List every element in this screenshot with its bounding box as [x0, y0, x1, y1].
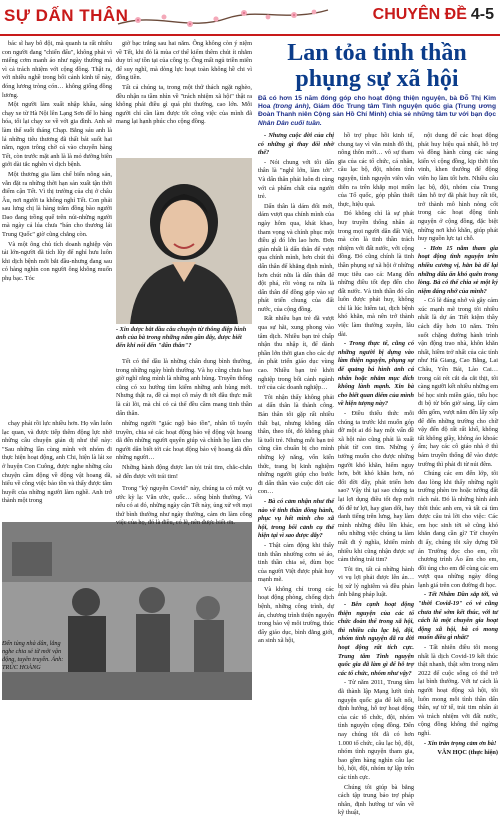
paragraph: Một người làm xuất nhập khẩu, sáng chạy xe từ Hà Nội lên Lạng Sơn để lo hàng hóa, tối lại chạy xe về với gia đình. Anh sẽ làm thế suốt tháng Chạp. Bằng sáu anh là lá những tiêu thương đã thất bát suốt hai năm, ngọn trông chờ cả vào chuyến hàng Tết, còn trước mặt anh là là mỏ đường biên giới dài tắc nghẽn vì dịch bệnh.	[2, 101, 112, 169]
page-header	[0, 0, 500, 40]
question: - Hơn 15 năm tham gia hoạt động tình nguyện trên nhiều cương vị, hẳn bà để lại những dấu ấn khó quên trong lòng. Bà có thể chia sẻ một kỷ niệm đáng nhớ của mình?	[418, 244, 498, 295]
category-label	[373, 6, 494, 24]
paragraph: giờ bạc trắng sau hai năm. Ông không còn ý niệm về Tết, khi đó là mùa cơ thể kiểm thêm chút ít nhằm duy trì sự tồn tại của công ty. Ông mất ngủ triền miên để suy nghĩ, mà dòng lực hoạt toàn không hề chi vì đồng tiền.	[116, 40, 252, 82]
article-lead	[258, 95, 496, 128]
paragraph: Và không chỉ trong các hoạt động phòng, chống dịch bệnh, những công trình, dự án, chương trình thiện nguyện trong bảo vệ môi trường, thúc đẩy giáo dục, bình đẳng giới, an sinh xã hội,	[258, 585, 334, 645]
question: - Bà có cảm nhận như thế nào về tinh thần đồng hành, phục vụ hết mình cho xã hội, trong bối cảnh cụ thể hiện tại vì sao được dãy?	[258, 497, 334, 540]
byline: VÂN HỌC (thực hiện)	[437, 749, 498, 757]
column-3	[258, 132, 334, 704]
paragraph: Một thương gia làm chế biến nông sản, vẫn đặt ra những thời hạn sản xuất tận thời điểm cận Tết. Vì thị trường của chị ở châu Âu, nơi người ta không nghỉ Tết. Con phải sau lưng chị là hàng trăm đồng bào người Dao đang trồng quế trên núi-những người mà ngày cả lúa chưa "bán cho thương lái Trung Quốc" giờ cũng chẳng còn.	[2, 170, 112, 239]
paragraph: Chúng các em đến lớp, tôi đau lòng khi thấy những ngôi trường phèn tre hoặc tường đất rách nát. Đó là những hình ảnh thôi thúc anh em, và tất cả tìm được câu trả lời cho việc: Các em học sinh tời sẽ cũng khó khăn đang cần gì? Từ chuyên đi ấy, chúng tôi xây dựng Đề án Trường đọc cho em, rồi chương trình Áo ấm cho em, đồi ủng cho em để cùng các em vượt qua những ngày đông lạnh giá trên con đường đi học.	[418, 470, 498, 589]
article-title: Lan tỏa tinh thần phụng sự xã hội	[287, 40, 467, 92]
paragraph: - Tất nhiên điều tôi mong nhất là dịch Covid-19 kết thúc thật nhanh, thật sớm trong năm 2022 để cuộc sống có thể trở lại bình thường. Với tư cách là người hoạt động xã hội, tôi luôn mong mỗi tình thần dấn thân, sự tử tế, trải tim nhân ái và trách nhiệm với đất nước, cộng đồng không thể ngừng nghỉ.	[418, 644, 498, 737]
column-2-lower	[116, 420, 252, 480]
paragraph: Tôi tin, tất cả những hành vi vụ lợi phải được lên án… bị xử lý nghiêm và đều phản ánh bằng pháp luật.	[338, 565, 414, 599]
village-meeting-photo	[2, 522, 112, 700]
paragraph: nội dung để các hoạt động phát huy hiệu quả nhất, hỗ trợ và đồng hành cùng các sáng kiến vì cộng đồng, kịp thời tôn vinh, khen thưởng để động viên họ làm tốt hơn. Nhiều câu lạc bộ, đội, nhóm của Trung tâm hỗ trợ đã phát huy rất tốt, trở thành mô hình nòng cốt trong các hoạt động tình nguyện ở cộng đồng, đặc biệt những nơi khó khăn, giúp phát huy nguồn lực tại chỗ.	[418, 132, 498, 243]
lead-publication: Nhân Dân cuối tuần.	[258, 119, 322, 127]
paragraph: hồ trợ phục hồi kinh tế, chung tay vì văn minh đô thị, nông thôn mới… vô sự tham gia của các tổ chức, cá nhân, câu lạc bộ, đội, nhóm tình nguyện, tình nguyện viên vẫn diễn ra trên khắp mọi miền của Tổ quốc, góp phần thiết thực, hiệu quả.	[338, 132, 414, 208]
section-title: SỰ DẤN THÂN	[4, 6, 129, 25]
closing-thanks: - Xin trân trọng cảm ơn bà!	[424, 739, 497, 747]
column-1-lower	[2, 420, 112, 520]
paragraph: Những hành động được lan tỏi trái tim, chắc-chắn sẽ đến được với trái tim!	[116, 463, 252, 480]
village-photo-caption: Đến tủng nhà dân, lắng nghe chia sẻ từ mới vận động, tuyên truyền. Ảnh: TRÚC HOÀNG	[2, 640, 64, 671]
column-2-middle	[116, 358, 252, 418]
paragraph: - Từ năm 2011, Trung tâm đã thành lập Mạng lưới tình nguyện quốc gia để kết nối, định hướng, hỗ trợ hoạt động của các tổ chức, đội, nhóm tình nguyện cộng đồng. Đến nay chúng tôi đã có hơn 1.000 tổ chức, câu lạc bộ, đội, nhóm tình nguyện tham gia, bao gồm hàng nghìn câu lạc bộ, hội, đội, nhóm tự lập trên các tỉnh cực.	[338, 679, 414, 781]
paragraph: - Thật cảm động khi thấy tinh thần nhường cơm sẻ áo, tinh thần chia sẻ, đùm bọc của người Việt được phát huy mạnh mẽ.	[258, 541, 334, 584]
paragraph: Trong "kỷ nguyên Covid" này, chúng ta có một vụ ước kỳ lạ: Vẫn ước, quốc… sống bình thường. Và nếu có ai đó, những ngày cận Tết này, ủng xử với mọi thứ bình thường như ngày thường, cảm ơn làm công việc của họ, đó là điều, có lẽ, nên được biết ơn.	[116, 485, 252, 527]
category-name: CHUYÊN ĐỀ	[372, 6, 467, 23]
paragraph: Chúng tôi giúp bà bằng cách tập trung bảo trợ pháp nhân, định hướng tư vấn về kỹ thuật,	[338, 783, 414, 817]
column-2-bottom	[116, 485, 252, 525]
page-numbers: 4-5	[470, 6, 494, 23]
paragraph: những người "giác ngộ bảo tồn", nhân tố tuyến truyền, chia sẻ các hoạt động bảo vệ động vật hoang dã đến những người quyên giúp và chính họ làm cho người dân biết tới các hoạt động bảo vệ hoang dã đến những người…	[116, 420, 252, 462]
paragraph: Rất nhiều bạn trẻ đã vượt qua sự hãi, xung phong vào tâm dịch. Nhiều bạn trẻ chấp nhận thu nhập ít, để dành phần lớn thời gian cho các dự án phát triển giáo dục vùng cao. Nhiều bạn trẻ khởi nghiệp trong bối cảnh ngành trở của các doanh nghiệp…	[258, 315, 334, 392]
lead-role: (trong ảnh)	[273, 103, 309, 111]
question: - Nhưng cuộc đời của chị có những gì thay đổi nhờ thế?	[258, 132, 334, 157]
paragraph: Và một ông chủ tích doanh nghiệp vận tải lớn-người đã tích lũy để nghỉ hưu luôn khi dịch bệnh mới bắt đầu-nhưng đang sau có hàng nghìn con người ông không muốn phụ bạc. Tóc	[2, 240, 112, 283]
question: - Bên cạnh hoạt động thiện nguyện của các tổ chức đoàn thể trong xã hội, thì nhiều câu lạc bộ, đội, nhóm tình nguyện đã ra đời hoạt động rất tích cực. Trung tâm Tình nguyện quốc gia đã làm gì để hỗ trợ các tổ chức, nhóm như vậy?	[338, 601, 414, 677]
paragraph: - Điều thiếu thức mỗi chúng ta trước khi muốn góp đỡ một ai đó hay một vấn đề xã hội nào cũng phải là xuất phát từ con tim. Những ý tưởng muốn cho được những người khó khăn, hiểm nguy hơn, bớt khó khăn hơn, nó đổi đời đây, phát triển hơn sao? Vậy thì tại sao chúng ta lại lợi dụng điều tốt đẹp mới đó để tư lợi, hay gian dối, hay danh tiếng trên lưng, hay làm mình những điều lên khác, nếu những việc chúng ta làm mất đi ý nghĩa, khiến mình nhiều khi cũng nhận được sự cảm thông trái tim?	[338, 410, 414, 564]
question: - Tết Nhâm Dần sắp tới, và "thời Covid-19" có vẻ cũng chưa thể sớm kết thúc, với tư cách là một chuyên gia hoạt động xã hội, bà có mong muốn điều gì nhất?	[418, 591, 498, 642]
portrait-photo	[116, 158, 252, 324]
paragraph: Đó không chỉ là sự phát huy truyền thống nhân ái trong mọi người dân đất Việt, mà còn là tinh thần trách nhiệm với đất nước, với cộng đồng. Đó cũng chính là tinh thần phụng sự xã hội ở những mục tiêu cao cả: Mang đến những điều tốt đẹp đến cho đất nước. Và tinh thần đó cần luôn được phát huy, không chỉ là lúc hiểm tai, dịch bệnh khó khăn, mà nên trở thành việc làm thường xuyên, lâu dài.	[338, 210, 414, 338]
paragraph: - Nói chung với tôi dấn thân là "nghĩ lớn, làm tới". Và dấn thân phải luôn đi cùng với cả phẩm chất của người trẻ.	[258, 158, 334, 201]
paragraph: - Có lẽ đáng nhớ và gây cảm xúc mạnh mẽ trong tôi nhiều nhất là dự án Tiết kiệm thầy cách đây hơn 10 năm. Trên suốt chặng đường hành trình vận động trao nhà, khôn khăn nhất, hiềm trở nhất của các tỉnh như Hà Giang, Cao Bằng, Lai Châu, Yên Bái, Lào Cai… trong cái rét cắt da cắt thịt, tôi càng ngưỡi kết nhiều những em bé học sinh miền giáo, tiếu học đi bộ từ bốn giờ sáng, lấy cảm đến gốm, vượt nắm đến lấy xếp để đến những trường cho chữ vậy đến độ rất rất khổ, không tất không giầy, không áo khoác ấm; hay các cô giáo nhà ở thì bám truyền thống để vào được trường thì phải đi từ núi đêm.	[418, 297, 498, 468]
paragraph: Tết có thể dầu là những chân dung bình thường, trong những ngày bình thường. Và họ cũng chưa bao giờ nghĩ rằng mình là những anh hùng. Truyền thống cũng có xu hướng tìm kiếm những anh hùng mới. Nhưng thật ra, đề cả mọi cỗ máy đi tới đâu thực mất là cái lõi, mà chỉ có cả thể đều cầm mang tinh thần dấn thân.	[116, 358, 252, 417]
paragraph: Tất cả chúng ta, trong một thứ thách ngặt nghèo, đều nhận ra tầm nhìn về "trách nhiệm xã hội" thật ra không phải điều gì quá phi thường, cao lớn. Mỗi người chỉ cần làm được tốt công việc của mình đã mang lại hạnh phúc cho cộng đồng.	[116, 83, 252, 126]
column-4	[338, 132, 414, 817]
column-1-top	[2, 40, 112, 390]
column-5	[418, 132, 498, 757]
paragraph: Tôi nhận thấy không phải ai dấn thân là thành công. Bản thân tôi gặp rất nhiều thất bại, nhưng không dấn thân, theo tôi, đó không phải là tuổi trẻ. Nhưng mỗi bạn trẻ cũng cần chuẩn bị cho mình những kỹ năng, vốn kiến thức, trang bị kinh nghiệm những người giúp cho bước đi dấn thân vào cuộc đời các con…	[258, 393, 334, 496]
portrait-caption-question: - Xin được bắt đầu câu chuyện từ thông điệp hình ảnh của bà trong những năm gần đây, được biết đến khi nói đến "dấn thân"?	[116, 326, 247, 350]
paragraph: chạy phải rồi lực nhiều hơn. Họ vẫn luôn lạc quan, và được tiếp thêm động lực nhờ những câu chuyện giản dị như thế này: "Sau những lần cùng mình với nhóm đi thực hiện hoạt động, anh Chi, hiện là lái xe ở huyện Con Cuông, được nghe những câu chuyện cầm động về động vật hoang dã, hiểu về công việc bảo tồn và thấy được tâm huyết của những người làm nghề. Anh trở thành một trong	[2, 420, 112, 505]
lead-rest: , Giám đốc Trung tâm Tỉnh nguyện quốc gia (Trung ương Đoàn Thanh niên Cộng sản Hồ Chí Minh) chia sẻ những tâm tư với bạn đọc	[258, 103, 496, 119]
paragraph: Dấn thân là dám đổi mới, dám vượt qua chính mình của ngày hôm qua, khát khao, tham vọng và chính phục một điều gì đó lớn lao hơn. Đơn giản nhất là dấn thân để vượt qua chính mình, hơn chút thì dấn thân để khẳng định mình, hơn chút nữa là dấn thân để đột phá, rồi vòng ra nữa là dấn thân để đồng góp vào sự phát triển chung của đất nước, của cộng đồng.	[258, 202, 334, 313]
cherry-blossom-decoration	[118, 2, 328, 36]
header-rule	[0, 34, 500, 36]
lead-intro: Đã có hơn 15 năm đóng góp cho hoạt động thiện nguyện, bà Đỗ Thị Kim Hoa	[258, 95, 496, 111]
paragraph: bác sĩ hay bô đội, mà quanh ta rất nhiều con người đang "chiến đấu", không phải vì miếng cơm manh áo như ngày thường mà vì cả trách nhiệm với cộng đồng. Thật ra, với nhiều nghề trong bối cảnh kinh tế này, đóng lương tròng cón… không giống đồng lương.	[2, 40, 112, 99]
question: - Trong thực tế, cũng có những người bị dựng vào làm thiện nguyện, phụng sự để quảng bá hình ảnh cá nhân hoặc nhằm mục đích không lành mạnh. Xin bà cho biết quan điểm của mình về hiện tượng này?	[338, 340, 414, 408]
column-2-top	[116, 40, 252, 156]
